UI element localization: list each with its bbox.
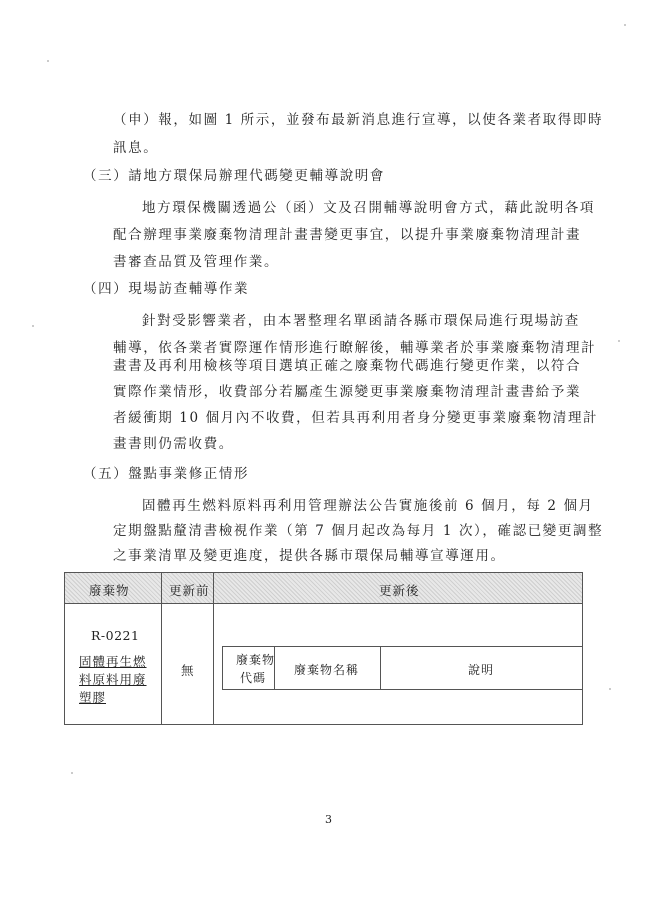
sub-header-description: 說明 [468,663,495,677]
table-header-row [65,573,582,604]
body-line: 配合辦理事業廢棄物清理計畫書變更事宜，以提升事業廢棄物清理計畫 [113,227,582,243]
body-line: 書審查品質及管理作業。 [113,254,280,270]
waste-name-line: 料原料用廢 [79,672,147,687]
subtable-divider [380,647,381,689]
section-heading: （四）現場訪查輔導作業 [83,281,250,297]
body-line: 固體再生燃料原料再利用管理辦法公告實施後前 6 個月，每 2 個月 [142,498,594,514]
after-subtable [222,646,582,690]
sub-header-name: 廢棄物名稱 [294,663,360,677]
table-divider [213,573,214,724]
scan-speck [618,340,620,342]
body-line: 畫書及再利用檢核等項目選填正確之廢棄物代碼進行變更作業，以符合 [113,358,582,374]
subtable-divider [222,647,223,689]
before-value: 無 [181,663,195,678]
header-cell-after: 更新後 [379,583,420,598]
body-line: 定期盤點釐清書檢視作業（第 7 個月起改為每月 1 次），確認已變更調整 [113,523,604,539]
table-divider [161,573,162,724]
scan-speck [47,60,49,62]
waste-code: R-0221 [91,628,140,643]
scan-speck [71,772,73,774]
section-heading: （五）盤點事業修正情形 [83,466,250,482]
waste-name-line: 塑膠 [79,690,107,705]
header-cell-waste: 廢棄物 [89,583,130,598]
waste-code-table [64,572,583,725]
body-line: 輔導，依各業者實際運作情形進行瞭解後，輔導業者於事業廢棄物清理計 [113,340,597,356]
section-heading: （三）請地方環保局辦理代碼變更輔導說明會 [83,168,385,184]
body-line: 畫書則仍需收費。 [113,436,234,452]
page-number: 3 [325,813,332,826]
body-line: （申）報，如圖 1 所示，並發布最新消息進行宣導，以使各業者取得即時 [113,112,604,128]
scan-speck [624,24,626,26]
scan-speck [32,325,34,327]
header-cell-before: 更新前 [169,583,210,598]
body-line: 之事業清單及變更進度，提供各縣市環保局輔導宣導運用。 [113,548,506,564]
body-line: 針對受影響業者，由本署整理名單函請各縣市環保局進行現場訪查 [142,313,580,329]
waste-name-line: 固體再生燃 [79,654,147,669]
body-line: 實際作業情形，收費部分若屬產生源變更事業廢棄物清理計畫書給予業 [113,384,582,400]
body-line: 訊息。 [113,140,159,156]
sub-header-code-line: 代碼 [240,671,267,685]
body-line: 地方環保機關透過公（函）文及召開輔導說明會方式，藉此說明各項 [142,200,595,216]
scan-speck [609,688,611,690]
sub-header-code-line: 廢棄物 [236,653,276,667]
body-line: 者緩衝期 10 個月內不收費，但若具再利用者身分變更事業廢棄物清理計 [113,410,599,426]
